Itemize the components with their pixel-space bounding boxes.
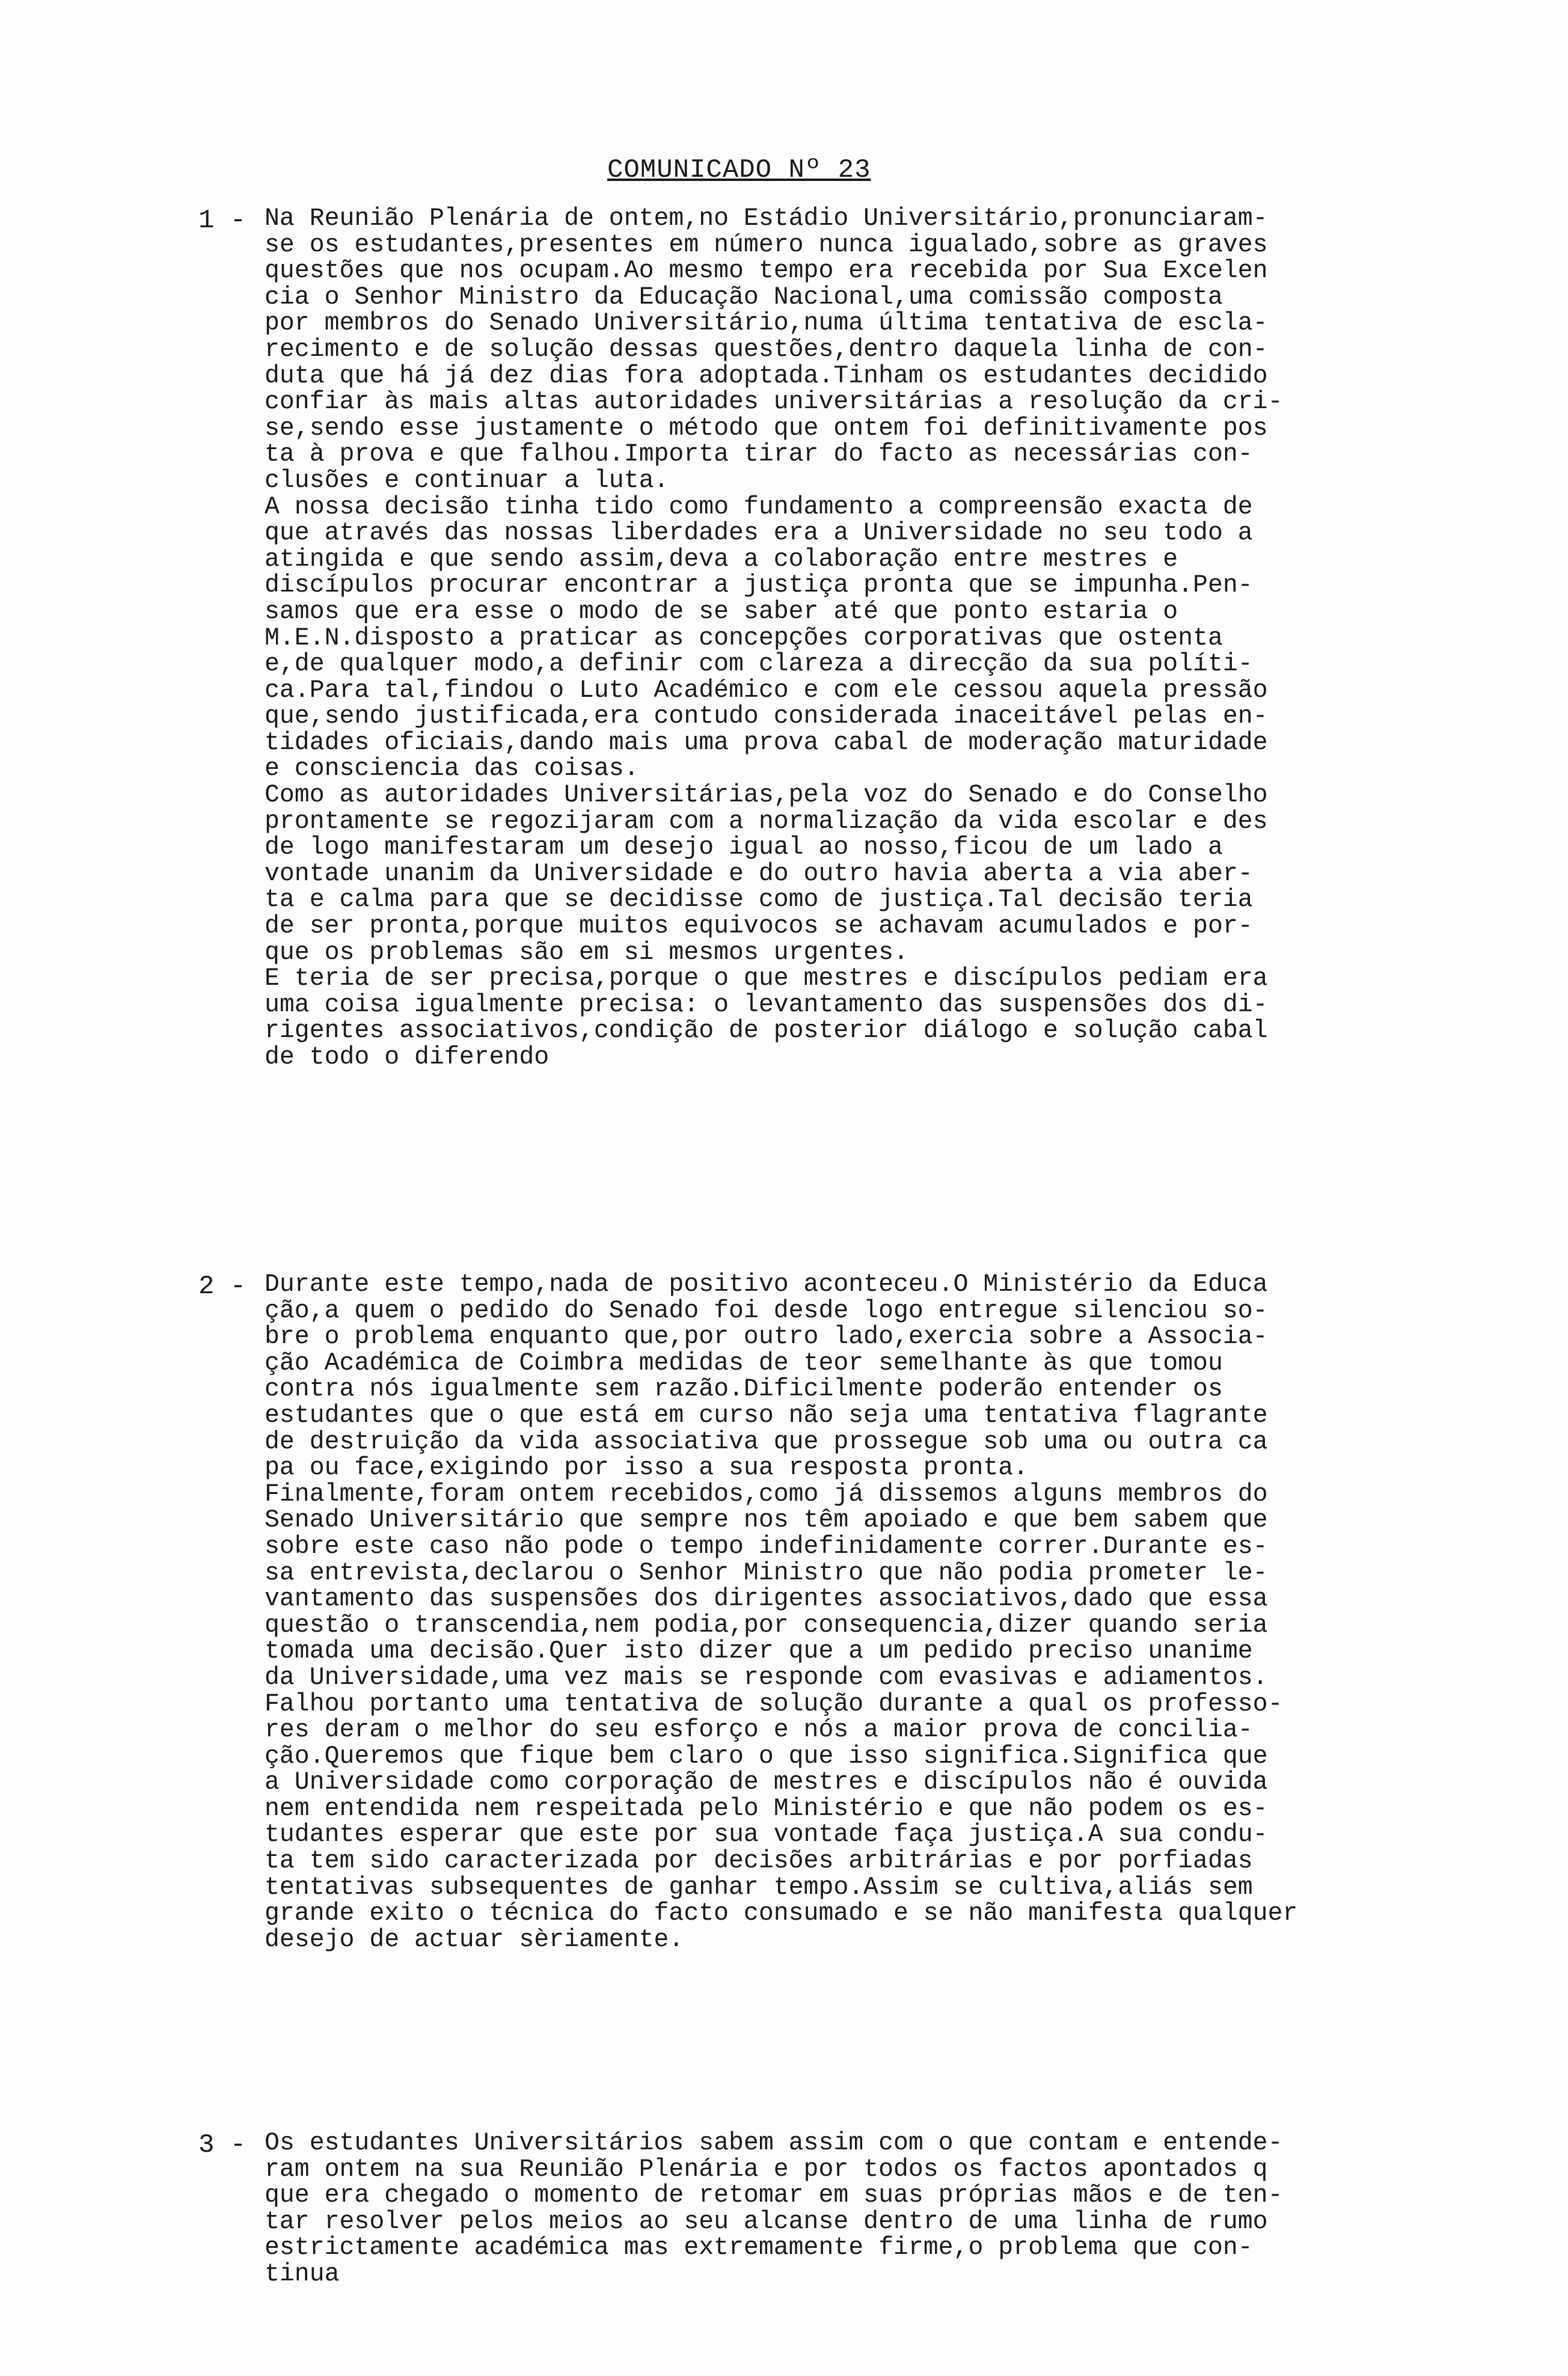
text-line: vantamento das suspensões dos dirigentes associativos,dado que essa bbox=[265, 1585, 1268, 1614]
text-line: tidades oficiais,dando mais uma prova cabal de moderação maturidade bbox=[265, 728, 1268, 757]
text-line: vontade unanim da Universidade e do outro havia aberta a via aber- bbox=[265, 859, 1253, 888]
text-line: ta à prova e que falhou.Importa tirar do facto as necessárias con- bbox=[265, 440, 1253, 469]
section-number-1: 1 - bbox=[198, 206, 247, 236]
text-line: de logo manifestaram um desejo igual ao nosso,ficou de um lado a bbox=[265, 833, 1223, 862]
section-1-text bbox=[265, 206, 1485, 1071]
text-line: ram ontem na sua Reunião Plenária e por todos os factos apontados q bbox=[265, 2155, 1268, 2184]
text-line: de destruição da vida associativa que prossegue sob uma ou outra ca bbox=[265, 1427, 1268, 1456]
text-line: pa ou face,exigindo por isso a sua resposta pronta. bbox=[265, 1454, 1029, 1483]
section-number-3: 3 - bbox=[198, 2130, 247, 2160]
section-number-2: 2 - bbox=[198, 1272, 247, 1302]
text-line: uma coisa igualmente precisa: o levantamento das suspensões dos di- bbox=[265, 990, 1268, 1019]
text-line: ta tem sido caracterizada por decisões arbitrárias e por porfiadas bbox=[265, 1847, 1253, 1876]
text-line: que,sendo justificada,era contudo considerada inaceitável pelas en- bbox=[265, 702, 1268, 731]
text-line: e consciencia das coisas. bbox=[265, 755, 639, 783]
text-line: rigentes associativos,condição de posterior diálogo e solução cabal bbox=[265, 1017, 1268, 1046]
text-line: Finalmente,foram ontem recebidos,como já dissemos alguns membros do bbox=[265, 1480, 1268, 1508]
text-line: sobre este caso não pode o tempo indefinidamente correr.Durante es- bbox=[265, 1532, 1268, 1561]
text-line: recimento e de solução dessas questões,dentro daquela linha de con- bbox=[265, 335, 1268, 364]
text-line: Senado Universitário que sempre nos têm apoiado e que bem sabem que bbox=[265, 1506, 1268, 1535]
text-line: prontamente se regozijaram com a normalização da vida escolar e des bbox=[265, 807, 1268, 836]
document-title: COMUNICADO Nº 23 bbox=[607, 155, 871, 185]
text-line: clusões e continuar a luta. bbox=[265, 466, 669, 495]
text-line: de ser pronta,porque muitos equivocos se achavam acumulados e por- bbox=[265, 912, 1253, 941]
text-line: Os estudantes Universitários sabem assim com o que contam e entende- bbox=[265, 2129, 1283, 2157]
text-line: a Universidade como corporação de mestres e discípulos não é ouvida bbox=[265, 1768, 1268, 1797]
text-line: tar resolver pelos meios ao seu alcanse dentro de uma linha de rumo bbox=[265, 2207, 1268, 2236]
text-line: ta e calma para que se decidisse como de justiça.Tal decisão teria bbox=[265, 886, 1253, 914]
text-line: M.E.N.disposto a praticar as concepções corporativas que ostenta bbox=[265, 623, 1223, 652]
text-line: sa entrevista,declarou o Senhor Ministro que não podia prometer le- bbox=[265, 1558, 1268, 1587]
text-line: desejo de actuar sèriamente. bbox=[265, 1925, 684, 1954]
text-line: duta que há já dez dias fora adoptada.Tinham os estudantes decidido bbox=[265, 361, 1268, 390]
text-line: se,sendo esse justamente o método que ontem foi definitivamente pos bbox=[265, 414, 1268, 442]
text-line: tinua bbox=[265, 2259, 340, 2288]
text-line: estrictamente académica mas extremamente firme,o problema que con- bbox=[265, 2234, 1253, 2262]
text-line: ção.Queremos que fique bem claro o que isso significa.Significa que bbox=[265, 1742, 1268, 1771]
text-line: da Universidade,uma vez mais se responde com evasivas e adiamentos. bbox=[265, 1663, 1268, 1692]
section-3-text bbox=[265, 2130, 1485, 2288]
text-line: tomada uma decisão.Quer isto dizer que a um pedido preciso unanime bbox=[265, 1637, 1253, 1666]
text-line: de todo o diferendo bbox=[265, 1043, 550, 1071]
text-line: estudantes que o que está em curso não seja uma tentativa flagrante bbox=[265, 1401, 1268, 1430]
section-2-text bbox=[265, 1272, 1485, 1953]
text-line: E teria de ser precisa,porque o que mestres e discípulos pediam era bbox=[265, 964, 1268, 993]
text-line: nem entendida nem respeitada pelo Ministério e que não podem os es- bbox=[265, 1794, 1268, 1823]
text-line: contra nós igualmente sem razão.Dificilmente poderão entender os bbox=[265, 1375, 1223, 1404]
text-line: que através das nossas liberdades era a Universidade no seu todo a bbox=[265, 519, 1253, 548]
text-line: questão o transcendia,nem podia,por consequencia,dizer quando seria bbox=[265, 1611, 1268, 1640]
text-line: A nossa decisão tinha tido como fundamento a compreensão exacta de bbox=[265, 492, 1253, 521]
text-line: confiar às mais altas autoridades universitárias a resolução da cri- bbox=[265, 388, 1283, 417]
text-line: Falhou portanto uma tentativa de solução durante a qual os professo- bbox=[265, 1689, 1283, 1718]
text-line: grande exito o técnica do facto consumado e se não manifesta qualquer bbox=[265, 1899, 1298, 1928]
text-line: por membros do Senado Universitário,numa última tentativa de escla- bbox=[265, 309, 1268, 338]
text-line: ção,a quem o pedido do Senado foi desde logo entregue silenciou so- bbox=[265, 1296, 1268, 1325]
text-line: Na Reunião Plenária de ontem,no Estádio Universitário,pronunciaram- bbox=[265, 204, 1268, 233]
text-line: ção Académica de Coimbra medidas de teor semelhante às que tomou bbox=[265, 1349, 1223, 1377]
text-line: res deram o melhor do seu esforço e nós a maior prova de concilia- bbox=[265, 1716, 1253, 1745]
text-line: e,de qualquer modo,a definir com clareza a direcção da sua políti- bbox=[265, 650, 1253, 679]
text-line: tentativas subsequentes de ganhar tempo.Assim se cultiva,aliás sem bbox=[265, 1873, 1253, 1902]
text-line: bre o problema enquanto que,por outro lado,exercia sobre a Associa- bbox=[265, 1323, 1268, 1352]
text-line: atingida e que sendo assim,deva a colaboração entre mestres e bbox=[265, 545, 1178, 574]
text-line: que os problemas são em si mesmos urgentes. bbox=[265, 938, 908, 967]
text-line: Durante este tempo,nada de positivo aconteceu.O Ministério da Educa bbox=[265, 1270, 1268, 1299]
text-line: ca.Para tal,findou o Luto Académico e com ele cessou aquela pressão bbox=[265, 676, 1268, 705]
text-line: que era chegado o momento de retomar em suas próprias mãos e de ten- bbox=[265, 2181, 1283, 2210]
text-line: discípulos procurar encontrar a justiça pronta que se impunha.Pen- bbox=[265, 571, 1253, 600]
text-line: Como as autoridades Universitárias,pela voz do Senado e do Conselho bbox=[265, 781, 1268, 810]
text-line: samos que era esse o modo de se saber até que ponto estaria o bbox=[265, 597, 1178, 626]
text-line: tudantes esperar que este por sua vontade faça justiça.A sua condu- bbox=[265, 1820, 1268, 1849]
text-line: cia o Senhor Ministro da Educação Nacional,uma comissão composta bbox=[265, 283, 1223, 311]
text-line: se os estudantes,presentes em número nunca igualado,sobre as graves bbox=[265, 230, 1268, 259]
text-line: questões que nos ocupam.Ao mesmo tempo era recebida por Sua Excelen bbox=[265, 257, 1268, 286]
